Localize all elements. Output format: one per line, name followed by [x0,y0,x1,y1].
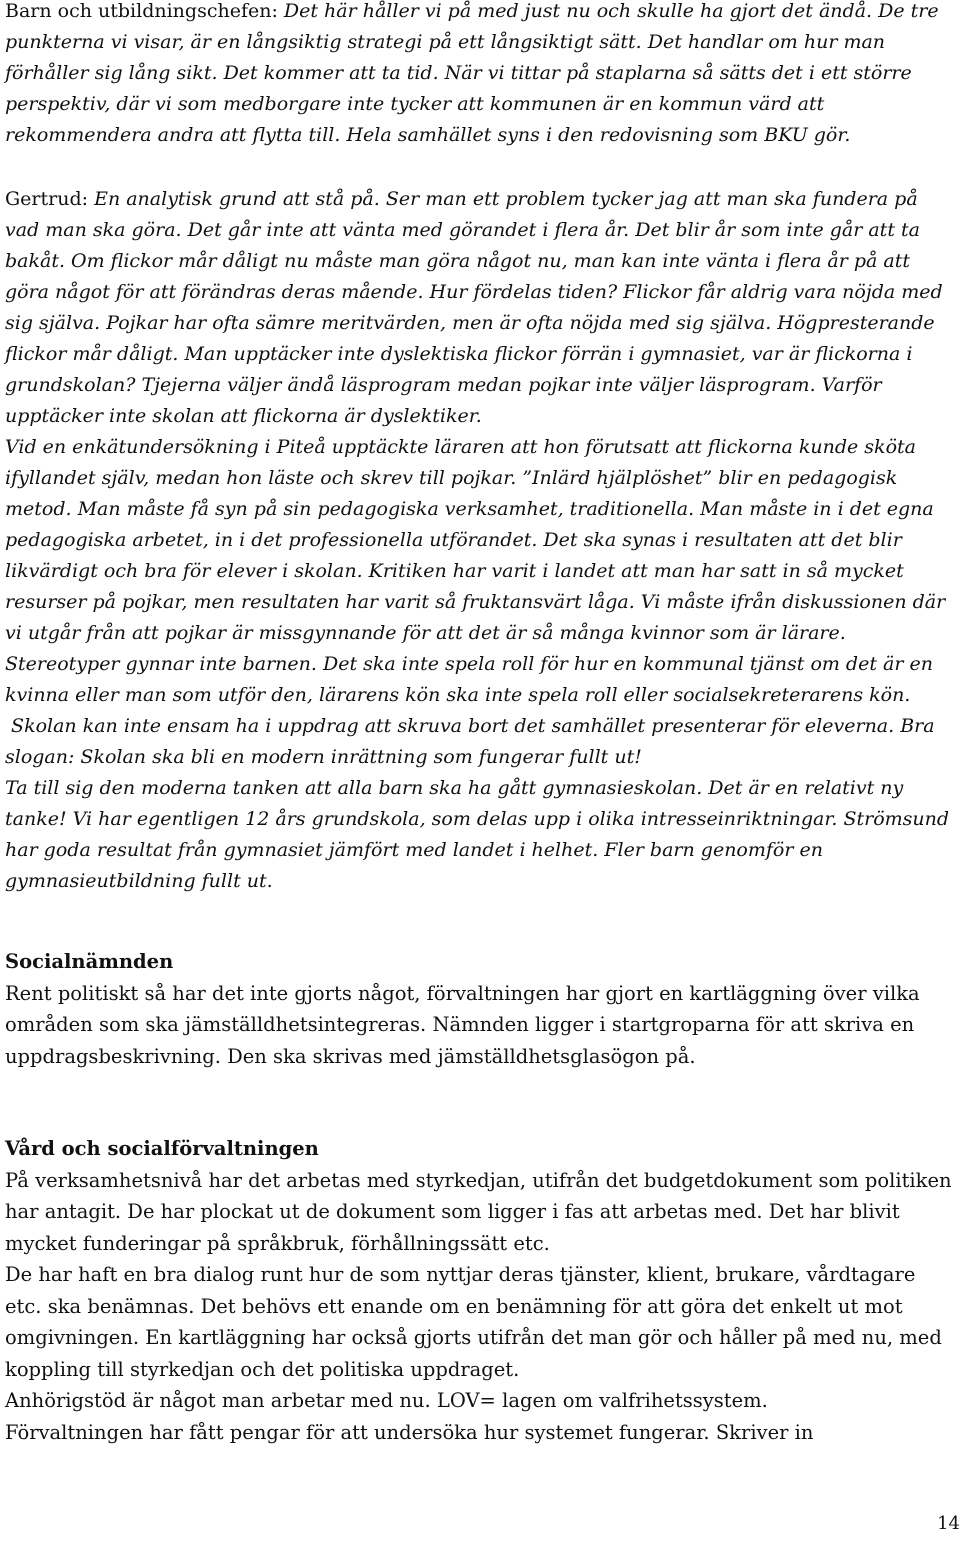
section-heading: Socialnämnden [5,950,174,973]
paragraph: Anhörigstöd är något man arbetar med nu. LOV= lagen om valfrihetssystem. [5,1389,768,1412]
paragraph: Ta till sig den moderna tanken att alla barn ska ha gått gymnasieskolan. Det är en relativt ny tanke! Vi har egentligen 12 års grundskola, som delas upp i olika intresseinriktningar. Strömsund har goda resultat från gymnasiet jämfört med landet i helhet. Fler barn genomför en gymnasieutbildning fullt ut. [5,777,950,892]
section-heading: Vård och socialförvaltningen [5,1137,319,1160]
section-barn-och-utbildning [5,0,955,151]
paragraph: Skolan kan inte ensam ha i uppdrag att skruva bort det samhället presenterar för eleverna. Bra slogan: Skolan ska bli en modern inrättning som fungerar fullt ut! [5,715,941,768]
speech-text: Det här håller vi på med just nu och skulle ha gjort det ändå. De tre punkterna vi visar, är en långsiktig strategi på ett långsiktigt sätt. Det handlar om hur man förhåller sig lång sikt. Det kommer att ta tid. När vi tittar på staplarna så sätts det i ett större perspektiv, där vi som medborgare inte tycker att kommunen är en kommun värd att rekommendera andra att flytta till. Hela samhället syns i den redovisning som BKU gör. [5,0,939,146]
page-number: 14 [937,1513,960,1534]
paragraph: De har haft en bra dialog runt hur de som nyttjar deras tjänster, klient, brukare, vårdtagare etc. ska benämnas. Det behövs ett enande om en benämning för att göra det enkelt ut mot omgivningen. En kartläggning har också gjorts utifrån det man gör och håller på med nu, med koppling till styrkedjan och det politiska uppdraget. [5,1263,942,1381]
paragraph: Vid en enkätundersökning i Piteå upptäckte läraren att hon förutsatt att flickorna kunde sköta ifyllandet själv, medan hon läste och skrev till pojkar. ”Inlärd hjälplöshet” blir en pedagogisk metod. Man måste få syn på sin pedagogiska verksamhet, traditionella. Man måste in i det egna pedagogiska arbetet, in i det professionella utförandet. Det ska synas i resultaten att det blir likvärdigt och bra för elever i skolan. Kritiken har varit i landet att man har satt in så mycket resurser på pojkar, men resultaten har varit så fruktansvärt låga. Vi måste ifrån diskussionen där vi utgår från att pojkar är missgynnande för att det är så många kvinnor som är lärare. Stereotyper gynnar inte barnen. Det ska inte spela roll för hur en kommunal tjänst om det är en kvinna eller man som utför den, lärarens kön ska inte spela roll eller socialsekreterarens kön. [5,436,946,706]
paragraph: Rent politiskt så har det inte gjorts något, förvaltningen har gjort en kartläggning över vilka områden som ska jämställdhetsintegreras. Nämnden ligger i startgroparna för att skriva en uppdragsbeskrivning. Den ska skrivas med jämställdhetsglasögon på. [5,981,920,1068]
paragraph: På verksamhetsnivå har det arbetas med styrkedjan, utifrån det budgetdokument som politiken har antagit. De har plockat ut de dokument som ligger i fas att arbetas med. Det har blivit mycket funderingar på språkbruk, förhållningssätt etc. [5,1168,952,1255]
section-gertrud [5,184,955,897]
section-socialnamnden [5,946,955,1072]
section-vard-och-social [5,1133,955,1448]
paragraph [5,0,955,151]
paragraph [5,184,955,432]
speaker-label: Gertrud: [5,188,89,210]
speaker-label: Barn och utbildningschefen: [5,0,278,22]
paragraph: Förvaltningen har fått pengar för att undersöka hur systemet fungerar. Skriver in [5,1420,814,1444]
speech-text: En analytisk grund att stå på. Ser man ett problem tycker jag att man ska fundera på vad man ska göra. Det går inte att vänta med görandet i flera år. Det blir år som inte går att ta bakåt. Om flickor mår dåligt nu måste man göra något nu, man kan inte vänta i flera år på att göra något för att förändras deras mående. Hur fördelas tiden? Flickor får aldrig vara nöjda med sig själva. Pojkar har ofta sämre meritvärden, men är ofta nöjda med sig själva. Högpresterande flickor mår dåligt. Man upptäcker inte dyslektiska flickor förrän i gymnasiet, var är flickorna i grundskolan? Tjejerna väljer ändå läsprogram medan pojkar inte väljer läsprogram. Varför upptäcker inte skolan att flickorna är dyslektiker. [5,188,943,427]
